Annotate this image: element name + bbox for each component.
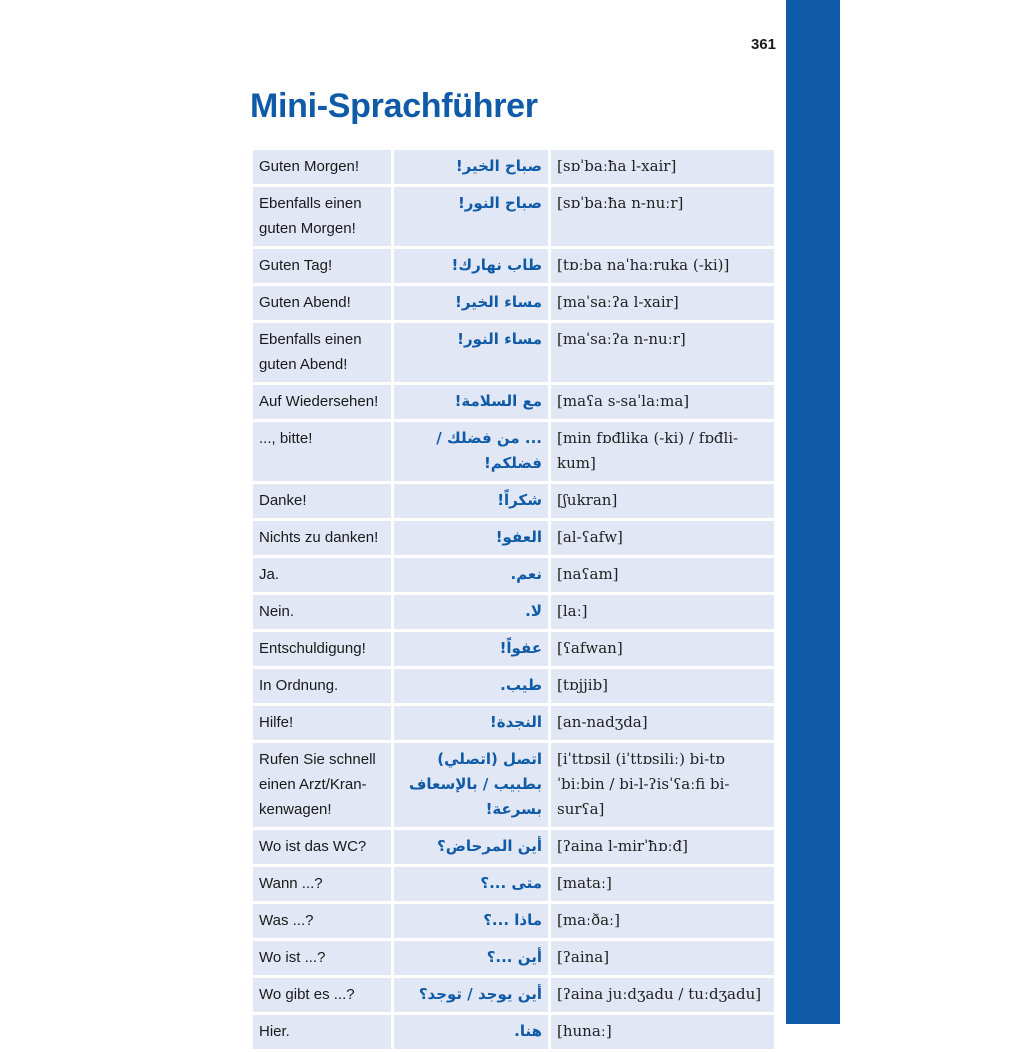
chapter-side-band	[786, 0, 840, 1024]
german-phrase: Ja.	[252, 557, 393, 594]
german-phrase: Rufen Sie schnell einen Arzt/Kran-kenwagen!	[252, 742, 393, 829]
arabic-phrase: أين ...؟	[393, 940, 550, 977]
phrase-row	[252, 520, 776, 557]
german-phrase: Guten Tag!	[252, 248, 393, 285]
transliteration: [ʕafwan]	[550, 631, 776, 668]
phrase-row	[252, 940, 776, 977]
german-phrase: Danke!	[252, 483, 393, 520]
transliteration: [laː]	[550, 594, 776, 631]
phrase-row	[252, 594, 776, 631]
phrase-row	[252, 285, 776, 322]
transliteration: [maːðaː]	[550, 903, 776, 940]
german-phrase: Nichts zu danken!	[252, 520, 393, 557]
transliteration: [maʕa s-saˈlaːma]	[550, 384, 776, 421]
arabic-phrase: أين يوجد / توجد؟	[393, 977, 550, 1014]
phrase-row	[252, 384, 776, 421]
german-phrase: Wo ist ...?	[252, 940, 393, 977]
arabic-phrase: ماذا ...؟	[393, 903, 550, 940]
arabic-phrase: العفو!	[393, 520, 550, 557]
transliteration: [min fɒđlika (-ki) / fɒđli-kum]	[550, 421, 776, 483]
german-phrase: Hier.	[252, 1014, 393, 1051]
arabic-phrase: هنا.	[393, 1014, 550, 1051]
arabic-phrase: صباح النور!	[393, 186, 550, 248]
phrase-row	[252, 742, 776, 829]
phrase-row	[252, 705, 776, 742]
page-number: 361	[750, 36, 776, 53]
arabic-phrase: صباح الخير!	[393, 149, 550, 186]
phrase-row	[252, 483, 776, 520]
german-phrase: Entschuldigung!	[252, 631, 393, 668]
phrase-row	[252, 903, 776, 940]
arabic-phrase: عفواً!	[393, 631, 550, 668]
arabic-phrase: اتصل (اتصلي) بطبيب / بالإسعاف بسرعة!	[393, 742, 550, 829]
transliteration: [ʔaina l-mirˈħɒːđ]	[550, 829, 776, 866]
transliteration: [an-nadʒda]	[550, 705, 776, 742]
phrase-row	[252, 421, 776, 483]
phrase-row	[252, 1014, 776, 1051]
arabic-phrase: طيب.	[393, 668, 550, 705]
phrase-row	[252, 829, 776, 866]
phrase-table	[250, 147, 777, 1052]
phrase-row	[252, 322, 776, 384]
transliteration: [hunaː]	[550, 1014, 776, 1051]
arabic-phrase: مساء الخير!	[393, 285, 550, 322]
transliteration: [sɒˈbaːħa n-nuːr]	[550, 186, 776, 248]
german-phrase: Wo gibt es ...?	[252, 977, 393, 1014]
transliteration: [maˈsaːʔa n-nuːr]	[550, 322, 776, 384]
transliteration: [ʃukran]	[550, 483, 776, 520]
phrase-row	[252, 248, 776, 285]
german-phrase: Wo ist das WC?	[252, 829, 393, 866]
page-title: Mini-Sprachführer	[250, 87, 538, 125]
phrase-row	[252, 557, 776, 594]
phrase-row	[252, 186, 776, 248]
german-phrase: Guten Morgen!	[252, 149, 393, 186]
transliteration: [tɒːba naˈhaːruka (-ki)]	[550, 248, 776, 285]
arabic-phrase: أين المرحاض؟	[393, 829, 550, 866]
arabic-phrase: نعم.	[393, 557, 550, 594]
phrase-row	[252, 631, 776, 668]
arabic-phrase: شكراً!	[393, 483, 550, 520]
transliteration: [al-ʕafw]	[550, 520, 776, 557]
german-phrase: Auf Wiedersehen!	[252, 384, 393, 421]
transliteration: [iˈttɒsil (iˈttɒsiliː) bi-tɒˈbiːbin / bi-l-ʔisˈʕaːfi bi-surʕa]	[550, 742, 776, 829]
arabic-phrase: النجدة!	[393, 705, 550, 742]
transliteration: [maˈsaːʔa l-xair]	[550, 285, 776, 322]
arabic-phrase: ... من فضلك / فضلكم!	[393, 421, 550, 483]
german-phrase: Wann ...?	[252, 866, 393, 903]
transliteration: [ʔaina]	[550, 940, 776, 977]
phrase-row	[252, 668, 776, 705]
phrase-row	[252, 977, 776, 1014]
phrase-row	[252, 149, 776, 186]
transliteration: [sɒˈbaːħa l-xair]	[550, 149, 776, 186]
german-phrase: Ebenfalls einen guten Abend!	[252, 322, 393, 384]
german-phrase: Was ...?	[252, 903, 393, 940]
arabic-phrase: متى ...؟	[393, 866, 550, 903]
arabic-phrase: لا.	[393, 594, 550, 631]
transliteration: [mataː]	[550, 866, 776, 903]
german-phrase: Ebenfalls einen guten Morgen!	[252, 186, 393, 248]
arabic-phrase: مع السلامة!	[393, 384, 550, 421]
german-phrase: In Ordnung.	[252, 668, 393, 705]
german-phrase: ..., bitte!	[252, 421, 393, 483]
transliteration: [naʕam]	[550, 557, 776, 594]
german-phrase: Nein.	[252, 594, 393, 631]
phrase-row	[252, 866, 776, 903]
arabic-phrase: مساء النور!	[393, 322, 550, 384]
german-phrase: Hilfe!	[252, 705, 393, 742]
arabic-phrase: طاب نهارك!	[393, 248, 550, 285]
german-phrase: Guten Abend!	[252, 285, 393, 322]
transliteration: [ʔaina juːdʒadu / tuːdʒadu]	[550, 977, 776, 1014]
transliteration: [tɒjjib]	[550, 668, 776, 705]
